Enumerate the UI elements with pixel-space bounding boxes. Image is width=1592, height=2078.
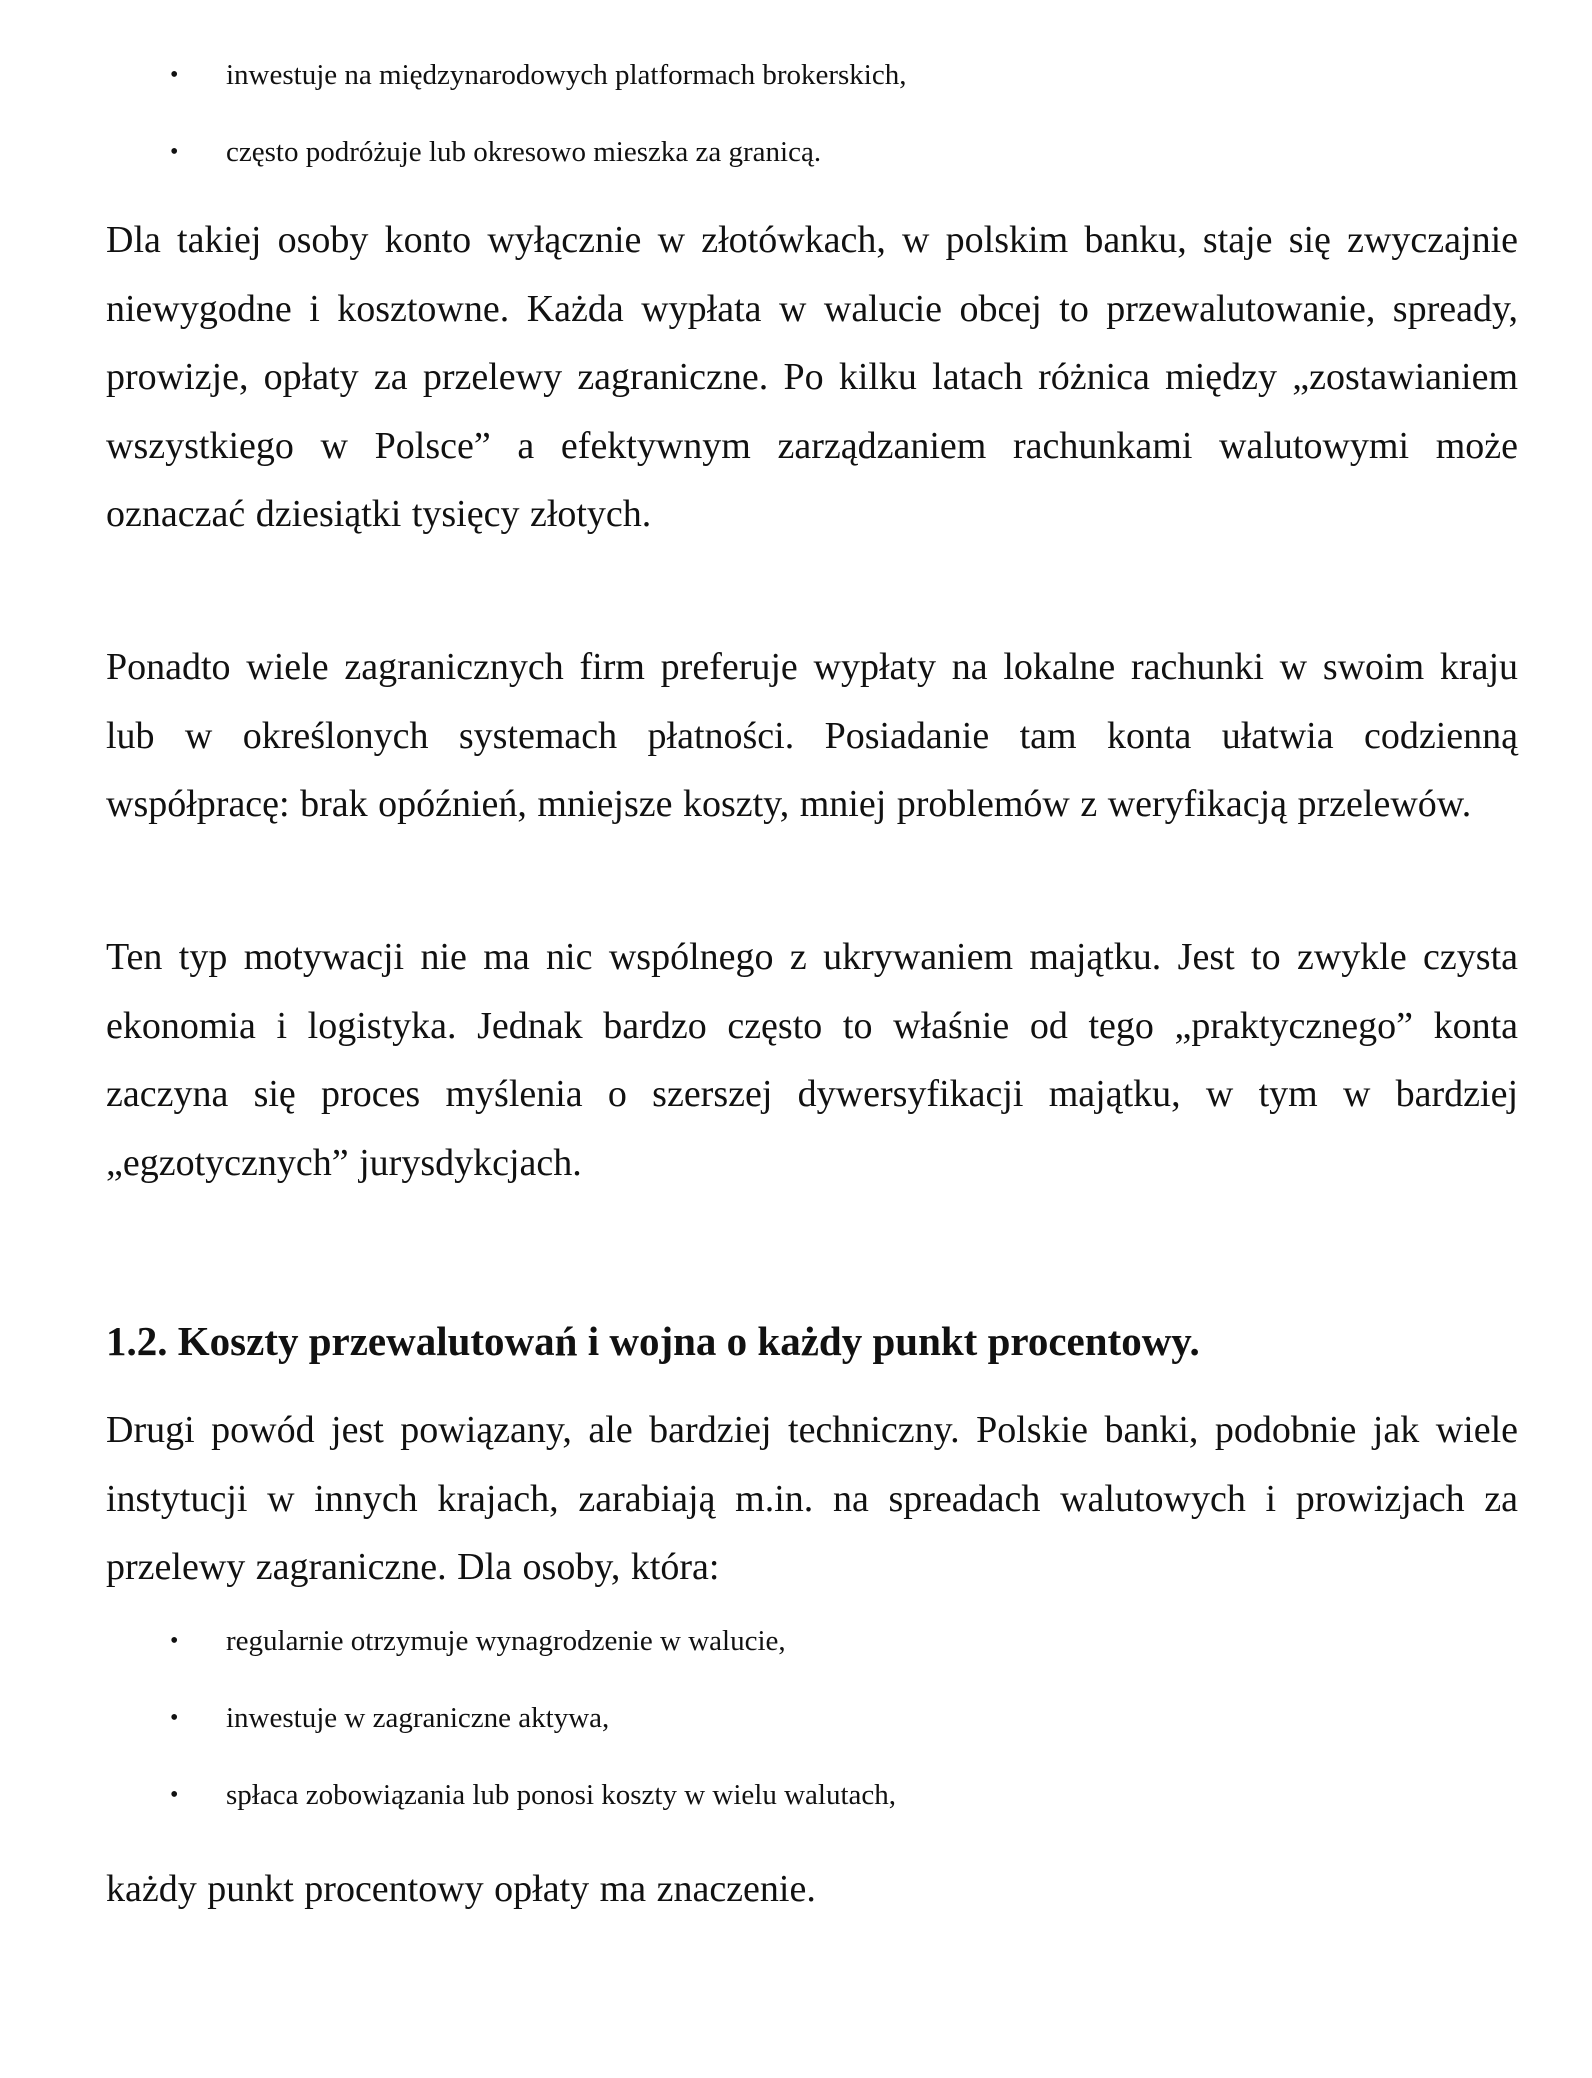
list-item-text: inwestuje w zagraniczne aktywa, (226, 1702, 610, 1734)
list-item (106, 1699, 896, 1737)
list-item-text: inwestuje na międzynarodowych platformach brokerskich, (226, 59, 907, 91)
list-item-text: spłaca zobowiązania lub ponosi koszty w wielu walutach, (226, 1779, 897, 1811)
list-item-text: często podróżuje lub okresowo mieszka za granicą. (226, 136, 822, 168)
list-item (106, 56, 906, 94)
section-heading: 1.2. Koszty przewalutowań i wojna o każdy punkt procentowy. (106, 1318, 1200, 1364)
bullet-icon: • (170, 62, 179, 88)
list-item (106, 1622, 896, 1660)
paragraph: Dla takiej osoby konto wyłącznie w złotówkach, w polskim banku, staje się zwyczajnie niewygodne i kosztowne. Każda wypłata w walucie obcej to przewalutowanie, spready, prowizje, opłaty za przelewy zagraniczne. Po kilku latach różnica między „zostawianiem wszystkiego w Polsce” a efektywnym zarządzaniem rachunkami walutowymi może oznaczać dziesiątki tysięcy złotych. (106, 219, 1518, 535)
bullet-icon: • (170, 1782, 179, 1808)
bullet-list-bottom (106, 1622, 896, 1814)
bullet-icon: • (170, 1705, 179, 1731)
section-intro-paragraph: Drugi powód jest powiązany, ale bardziej techniczny. Polskie banki, podobnie jak wiele instytucji w innych krajach, zarabiają m.in. na spreadach walutowych i prowizjach za przelewy zagraniczne. Dla osoby, która: (106, 1409, 1518, 1588)
paragraph: Ponadto wiele zagranicznych firm preferuje wypłaty na lokalne rachunki w swoim kraju lub w określonych systemach płatności. Posiadanie tam konta ułatwia codzienną współpracę: brak opóźnień, mniejsze koszty, mniej problemów z weryfikacją przelewów. (106, 646, 1518, 825)
bullet-list-top (106, 56, 906, 171)
bullet-icon: • (170, 1628, 179, 1654)
list-item (106, 1776, 896, 1814)
paragraph: Ten typ motywacji nie ma nic wspólnego z ukrywaniem majątku. Jest to zwykle czysta ekonomia i logistyka. Jednak bardzo często to właśnie od tego „praktycznego” konta zaczyna się proces myślenia o szerszej dywersyfikacji majątku, w tym w bardziej „egzotycznych” jurysdykcjach. (106, 936, 1518, 1184)
closing-paragraph: każdy punkt procentowy opłaty ma znaczenie. (106, 1868, 816, 1910)
bullet-icon: • (170, 139, 179, 165)
list-item-text: regularnie otrzymuje wynagrodzenie w walucie, (226, 1625, 786, 1657)
list-item (106, 133, 906, 171)
